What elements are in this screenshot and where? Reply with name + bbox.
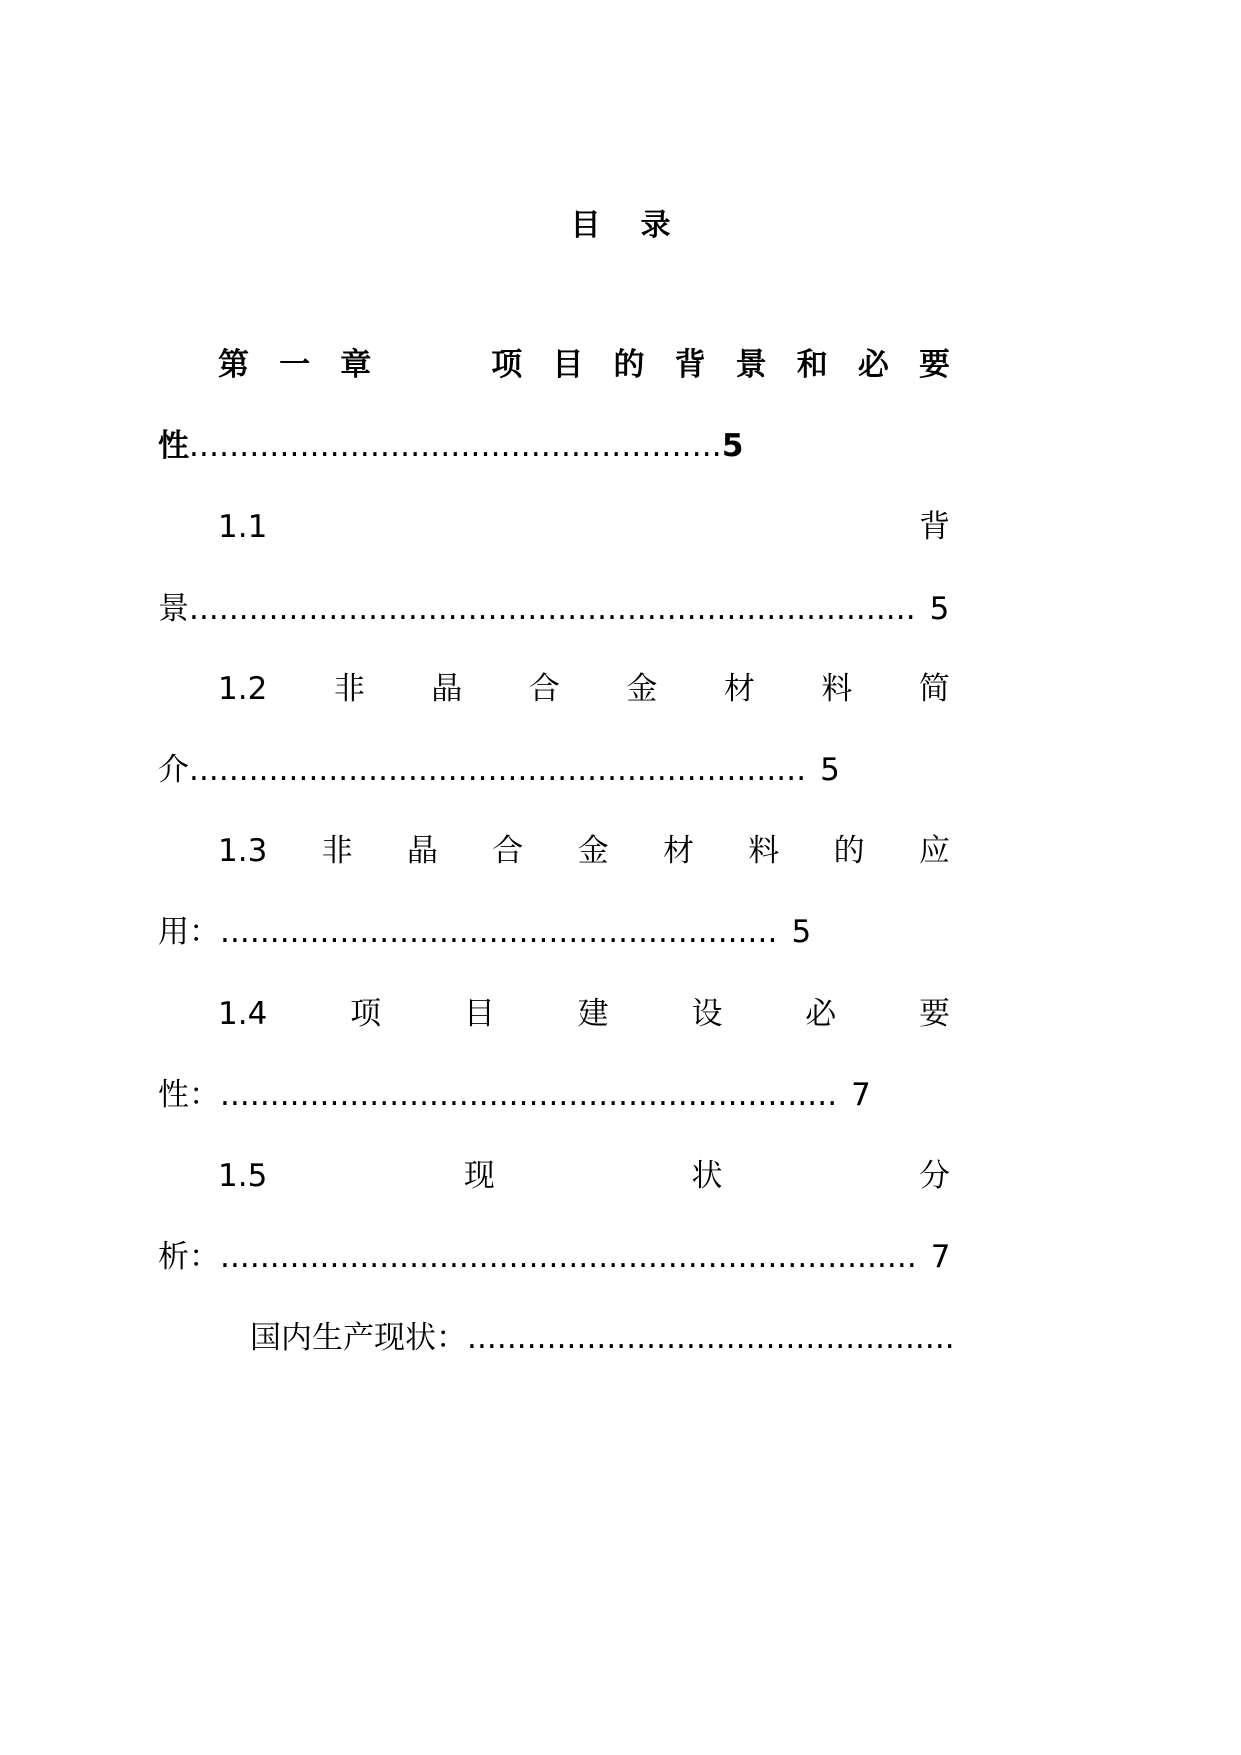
toc-char: 要	[919, 996, 950, 1032]
toc-tail-text: 性：	[158, 1077, 220, 1113]
toc-char: 项	[350, 996, 382, 1032]
toc-char: 料	[748, 833, 780, 869]
toc-char: 目	[463, 996, 495, 1032]
toc-char: 非	[333, 671, 365, 707]
toc-entry-1-2-line2[interactable]	[158, 750, 840, 790]
toc-title: 目录	[570, 208, 711, 243]
toc-char: 金	[626, 671, 658, 707]
toc-entry-chapter-1-line2[interactable]	[158, 426, 743, 466]
toc-leader-dots: ..............................................................	[189, 752, 807, 788]
toc-leader-dots: ........................................................	[220, 914, 778, 950]
toc-entry-text: 国内生产现状：	[250, 1320, 467, 1356]
toc-page-number: 5	[820, 752, 840, 788]
toc-char: 要	[918, 347, 950, 383]
toc-section-number: 1.2	[218, 671, 268, 707]
toc-char: 材	[723, 671, 755, 707]
toc-page-number: 7	[851, 1077, 871, 1113]
toc-char: 的	[613, 347, 645, 383]
toc-entry-1-1-line1[interactable]	[218, 507, 950, 547]
toc-entry-1-2-line1[interactable]	[218, 669, 950, 709]
toc-char: 项	[491, 347, 523, 383]
toc-page-number: 7	[930, 1239, 951, 1275]
toc-char: 目	[552, 347, 584, 383]
toc-char: 简	[918, 671, 950, 707]
toc-tail-text: 析：	[158, 1239, 220, 1275]
toc-tail-text: 用：	[158, 914, 220, 950]
toc-char: 第	[218, 347, 249, 383]
toc-page-number: 5	[791, 914, 812, 950]
toc-char: 应	[918, 833, 950, 869]
toc-char: 背	[674, 347, 706, 383]
toc-entry-1-3-line1[interactable]	[218, 831, 950, 871]
toc-entry-1-4-line1[interactable]	[218, 994, 950, 1034]
toc-entry-chapter-1-line1[interactable]	[218, 345, 950, 385]
toc-section-number: 1.4	[218, 996, 268, 1032]
toc-char: 建	[577, 996, 609, 1032]
toc-char: 合	[528, 671, 560, 707]
toc-section-number: 1.5	[218, 1158, 268, 1194]
toc-char: 必	[857, 347, 889, 383]
toc-char: 金	[577, 833, 609, 869]
toc-char: 背	[919, 509, 950, 545]
toc-tail-text: 性	[158, 428, 189, 464]
toc-leader-dots: ..............................................................	[220, 1077, 838, 1113]
toc-char: 设	[691, 996, 723, 1032]
toc-char: 晶	[431, 671, 463, 707]
toc-entry-1-4-line2[interactable]	[158, 1075, 871, 1115]
toc-char: 状	[691, 1158, 723, 1194]
toc-leader-dots: ......................................................................	[220, 1239, 917, 1275]
toc-char: 料	[821, 671, 853, 707]
toc-tail-text: 景	[158, 591, 189, 627]
toc-char: 非	[321, 833, 353, 869]
toc-char: 必	[805, 996, 837, 1032]
toc-char: 材	[662, 833, 694, 869]
toc-entry-1-5-line1[interactable]	[218, 1156, 950, 1196]
toc-page-number: 5	[929, 591, 950, 627]
toc-char: 的	[833, 833, 865, 869]
toc-char: 分	[919, 1158, 950, 1194]
toc-char: 章	[340, 347, 372, 383]
toc-section-number: 1.3	[218, 833, 268, 869]
toc-entry-1-1-line2[interactable]	[158, 589, 949, 629]
toc-leader-dots: .................................................	[467, 1320, 955, 1356]
toc-char: 晶	[406, 833, 438, 869]
toc-leader-dots: .........................................................................	[189, 591, 916, 627]
toc-char: 一	[279, 347, 311, 383]
toc-entry-1-3-line2[interactable]	[158, 912, 811, 952]
toc-char: 景	[735, 347, 767, 383]
toc-page-number: 5	[721, 428, 744, 464]
toc-section-number: 1.1	[218, 509, 268, 545]
toc-entry-domestic-production[interactable]	[250, 1318, 955, 1358]
toc-leader-dots: .....................................................	[189, 428, 722, 464]
toc-tail-text: 介	[158, 752, 189, 788]
toc-char: 合	[492, 833, 524, 869]
toc-entry-1-5-line2[interactable]	[158, 1237, 951, 1277]
toc-char: 和	[796, 347, 828, 383]
toc-char: 现	[463, 1158, 495, 1194]
